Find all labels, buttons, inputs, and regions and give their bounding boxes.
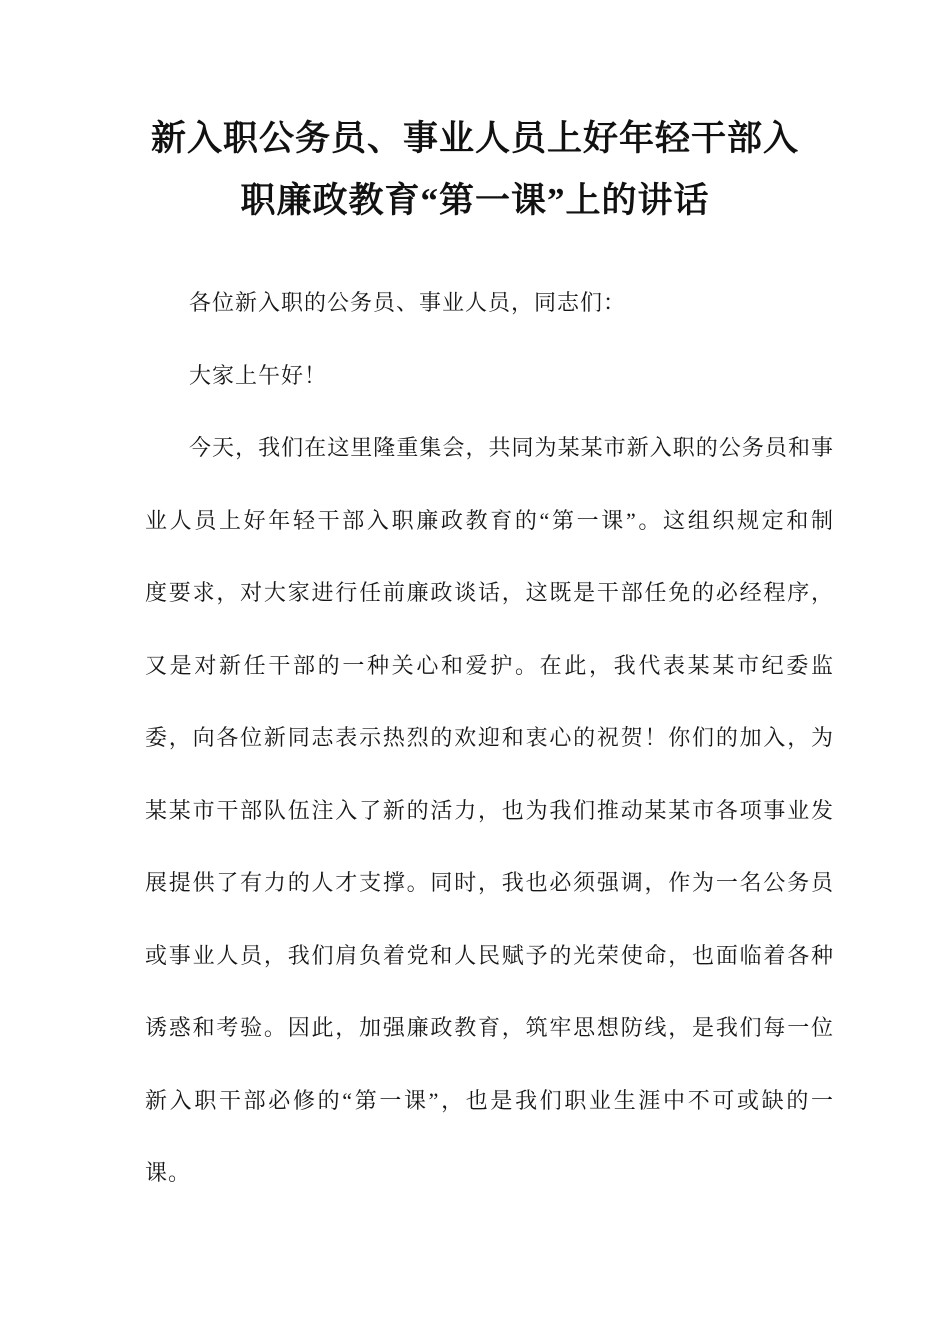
body-line: 今天，我们在这里隆重集会，共同为某某市新入职的公务员和事 xyxy=(189,435,833,460)
body-line: 展提供了有力的人才支撑。同时，我也必须强调，作为一名公务员 xyxy=(145,870,833,895)
title-line-1: 新入职公务员、事业人员上好年轻干部入 xyxy=(150,119,799,158)
body-line: 又是对新任干部的一种关心和爱护。在此，我代表某某市纪委监 xyxy=(145,652,833,678)
body-line-greeting: 大家上午好！ xyxy=(189,362,328,388)
body-line: 诱惑和考验。因此，加强廉政教育，筑牢思想防线，是我们每一位 xyxy=(145,1015,833,1040)
body-line: 新入职干部必修的“第一课”，也是我们职业生涯中不可或缺的一 xyxy=(145,1087,833,1113)
body-line-salutation: 各位新入职的公务员、事业人员，同志们： xyxy=(189,290,627,315)
body-line: 或事业人员，我们肩负着党和人民赋予的光荣使命，也面临着各种 xyxy=(145,942,833,968)
document-body xyxy=(145,267,833,1210)
body-line: 委，向各位新同志表示热烈的欢迎和衷心的祝贺！你们的加入，为 xyxy=(145,725,833,750)
body-line-last: 课。 xyxy=(145,1160,192,1185)
document-title xyxy=(0,108,950,232)
body-line: 某某市干部队伍注入了新的活力，也为我们推动某某市各项事业发 xyxy=(145,797,833,823)
title-line-2: 职廉政教育“第一课”上的讲话 xyxy=(240,181,710,220)
body-line: 度要求，对大家进行任前廉政谈话，这既是干部任免的必经程序， xyxy=(145,580,833,605)
body-line: 业人员上好年轻干部入职廉政教育的“第一课”。这组织规定和制 xyxy=(145,507,833,533)
